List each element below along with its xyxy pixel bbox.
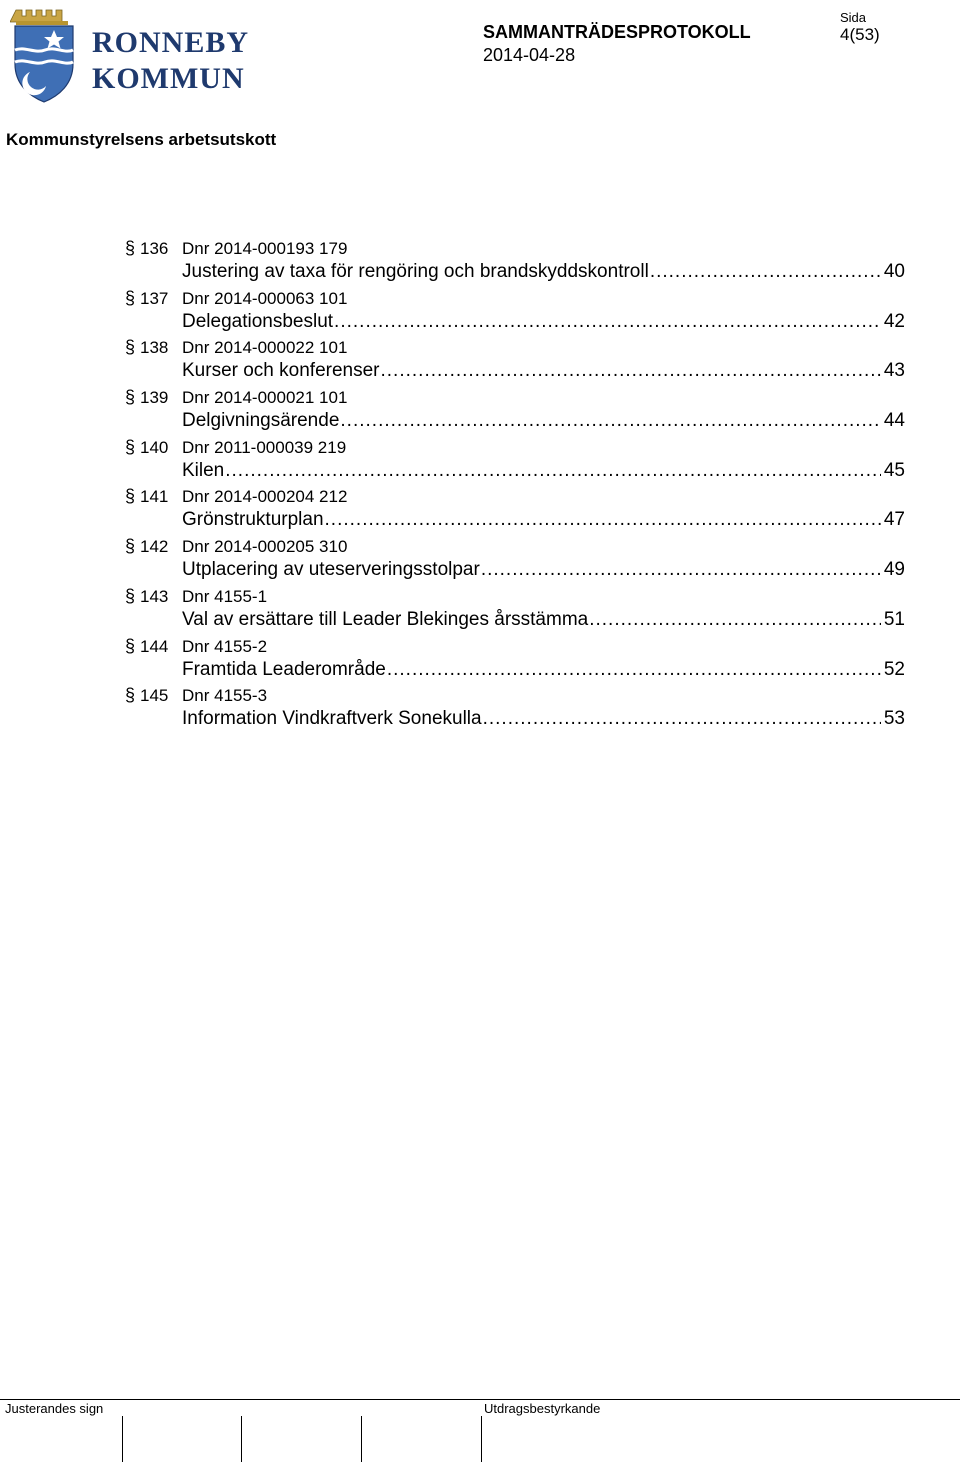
case-number: Dnr 2014-000204 212 (182, 487, 348, 507)
dot-leader (650, 261, 881, 283)
case-number: Dnr 2014-000063 101 (182, 288, 348, 308)
toc-title: Kurser och konferenser (182, 360, 380, 382)
utdragsbestyrkande-label: Utdragsbestyrkande (484, 1401, 601, 1416)
paragraph-number: 140 (140, 437, 169, 457)
case-number: Dnr 2014-000193 179 (182, 239, 348, 258)
paragraph-number: 145 (140, 686, 169, 706)
toc-title: Information Vindkraftverk Sonekulla (182, 708, 482, 730)
paragraph-symbol: § (125, 436, 136, 457)
toc-title: Utplacering av uteserveringsstolpar (182, 559, 480, 581)
toc-entry-140[interactable] (0, 435, 960, 485)
toc-title: Val av ersättare till Leader Blekinges årsstämma (182, 608, 589, 630)
justerandes-sign-label: Justerandes sign (5, 1401, 104, 1416)
coat-of-arms-icon (10, 6, 80, 104)
table-of-contents (0, 236, 960, 733)
dot-leader (334, 311, 881, 333)
toc-page: 45 (883, 459, 905, 481)
paragraph-number: 143 (140, 586, 169, 606)
toc-title-row (182, 708, 905, 730)
dot-leader (340, 410, 880, 432)
dot-leader (481, 559, 881, 581)
paragraph-number: 137 (140, 288, 169, 308)
toc-title: Framtida Leaderområde (182, 658, 386, 680)
signature-footer (0, 1399, 960, 1464)
paragraph-symbol: § (125, 585, 136, 606)
logo-line-2: KOMMUN (92, 62, 245, 95)
toc-page: 43 (883, 360, 905, 382)
signature-box-divider (361, 1416, 362, 1462)
page-number: 4(53) (840, 25, 880, 44)
paragraph-symbol: § (125, 685, 136, 706)
case-number: Dnr 2014-000021 101 (182, 388, 348, 408)
case-number: Dnr 2014-000205 310 (182, 537, 348, 557)
toc-entry-143[interactable] (0, 584, 960, 634)
dot-leader (225, 460, 881, 482)
dot-leader (381, 360, 881, 382)
paragraph-symbol: § (125, 536, 136, 557)
toc-title-row (182, 360, 905, 382)
toc-entry-144[interactable] (0, 634, 960, 684)
document-date: 2014-04-28 (483, 45, 576, 65)
toc-page: 53 (883, 708, 905, 730)
paragraph-symbol: § (125, 387, 136, 408)
dot-leader (387, 659, 881, 681)
paragraph-symbol: § (125, 287, 136, 308)
signature-box-divider (241, 1416, 242, 1462)
paragraph-number: 139 (140, 388, 169, 408)
toc-page: 44 (883, 410, 905, 432)
case-number: Dnr 4155-1 (182, 586, 268, 606)
toc-title-row (182, 609, 905, 631)
paragraph-symbol: § (125, 486, 136, 507)
toc-title-row (182, 460, 905, 482)
toc-title: Delgivningsärende (182, 410, 340, 432)
toc-entry-141[interactable] (0, 484, 960, 534)
toc-title-row (182, 659, 905, 681)
toc-entry-145[interactable] (0, 683, 960, 733)
paragraph-symbol: § (125, 635, 136, 656)
toc-entry-139[interactable] (0, 385, 960, 435)
dot-leader (325, 509, 881, 531)
toc-page: 40 (883, 261, 905, 282)
logo-line-1: RONNEBY (92, 26, 250, 59)
case-number: Dnr 2011-000039 219 (182, 437, 347, 457)
toc-entry-137[interactable] (0, 286, 960, 336)
toc-title: Grönstrukturplan (182, 509, 324, 531)
toc-page: 52 (883, 658, 905, 680)
organization-name: Kommunstyrelsens arbetsutskott (6, 130, 277, 149)
case-number: Dnr 2014-000022 101 (182, 338, 348, 358)
toc-title-row (182, 509, 905, 531)
toc-entry-136[interactable] (0, 236, 960, 286)
signature-box-divider (122, 1416, 123, 1462)
document-title: SAMMANTRÄDESPROTOKOLL (483, 22, 751, 42)
toc-title: Kilen (182, 459, 225, 481)
dot-leader (589, 609, 881, 631)
paragraph-symbol: § (125, 238, 136, 258)
paragraph-symbol: § (125, 337, 136, 358)
page-label: Sida (840, 10, 867, 25)
toc-title: Justering av taxa för rengöring och brandskyddskontroll (182, 261, 649, 282)
toc-title-row (182, 559, 905, 581)
paragraph-number: 141 (140, 487, 169, 507)
toc-entry-138[interactable] (0, 335, 960, 385)
kommun-logo (10, 6, 270, 104)
paragraph-number: 144 (140, 636, 169, 656)
toc-page: 49 (883, 559, 905, 581)
paragraph-number: 142 (140, 537, 169, 557)
dot-leader (483, 708, 881, 730)
toc-entry-142[interactable] (0, 534, 960, 584)
toc-page: 47 (883, 509, 905, 531)
paragraph-number: 138 (140, 338, 169, 358)
case-number: Dnr 4155-3 (182, 686, 268, 706)
toc-title: Delegationsbeslut (182, 310, 334, 332)
toc-title-row (182, 410, 905, 432)
toc-page: 42 (883, 310, 905, 332)
toc-page: 51 (883, 608, 905, 630)
case-number: Dnr 4155-2 (182, 636, 268, 656)
paragraph-number: 136 (140, 239, 169, 258)
signature-box-divider (481, 1416, 482, 1462)
toc-title-row (182, 311, 905, 333)
toc-title-row (182, 261, 905, 283)
